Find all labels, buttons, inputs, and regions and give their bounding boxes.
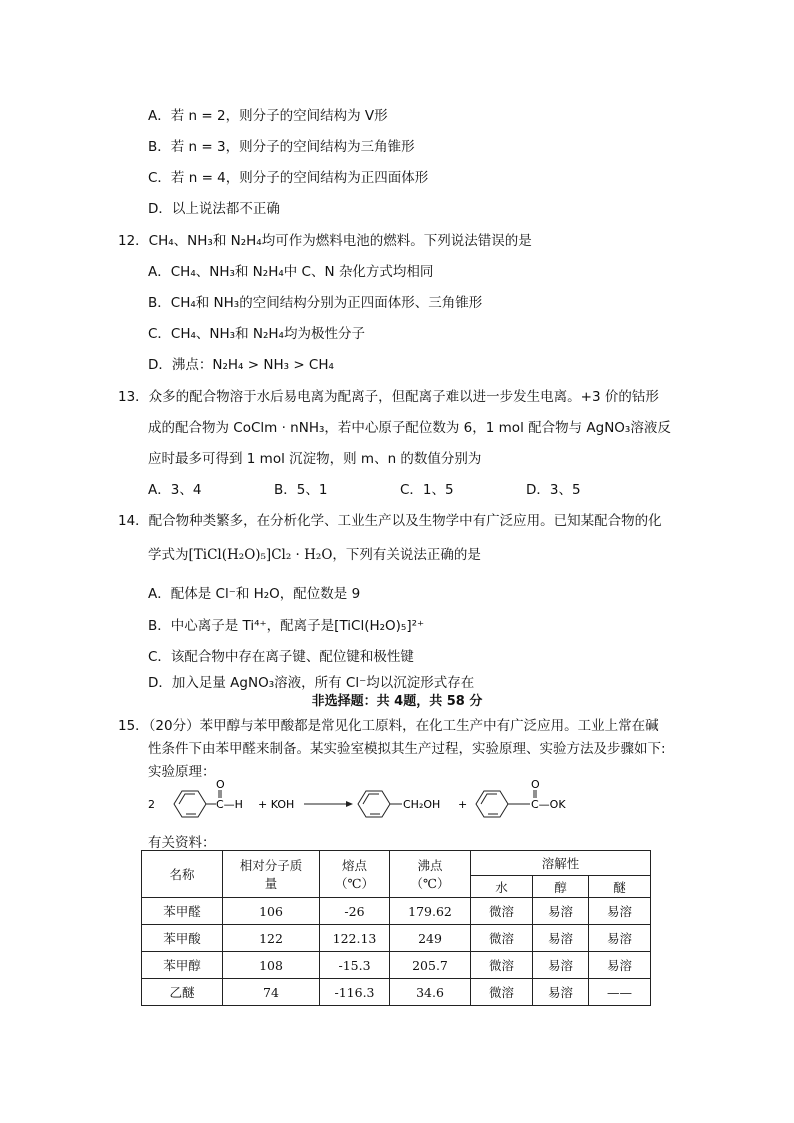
cell-mp: -26 xyxy=(320,898,390,925)
benzene-ring-icon xyxy=(174,791,206,817)
cell-name: 苯甲醛 xyxy=(142,898,223,925)
cell-water: 微溶 xyxy=(471,898,533,925)
q14-stem-prefix: 学式为 xyxy=(148,547,189,563)
header-mass: 相对分子质 量 xyxy=(223,851,320,898)
cell-name: 苯甲酸 xyxy=(142,925,223,952)
cell-alcohol: 易溶 xyxy=(533,898,589,925)
q14-stem-line2 xyxy=(148,543,481,563)
reaction-arrow-icon xyxy=(304,801,353,807)
properties-table xyxy=(141,850,651,1006)
q12-option-d: D．沸点：N₂H₄ > NH₃ > CH₄ xyxy=(148,357,334,373)
reagent-koh: + KOH xyxy=(258,798,295,811)
cell-name: 乙醚 xyxy=(142,979,223,1006)
product-alcohol-group: CH₂OH xyxy=(403,798,441,811)
cell-mp: 122.13 xyxy=(320,925,390,952)
q14-stem-line1: 14．配合物种类繁多，在分析化学、工业生产以及生物学中有广泛应用。已知某配合物的化 xyxy=(118,513,662,529)
cell-alcohol: 易溶 xyxy=(533,979,589,1006)
table-row xyxy=(142,952,651,979)
q13-option-c: C．1、5 xyxy=(400,482,454,498)
benzene-ring-icon xyxy=(476,791,508,817)
cell-ether: 易溶 xyxy=(589,898,651,925)
carboxylate-oxygen: O xyxy=(531,780,540,791)
reaction-equation xyxy=(146,780,606,830)
q12-option-a: A．CH₄、NH₃和 N₂H₄中 C、N 杂化方式均相同 xyxy=(148,264,434,280)
q14-option-c: C．该配合物中存在离子键、配位键和极性键 xyxy=(148,649,414,665)
header-ether: 醚 xyxy=(589,876,651,898)
q15-stem-line2: 性条件下由苯甲醛来制备。某实验室模拟其生产过程，实验原理、实验方法及步骤如下: xyxy=(148,741,666,757)
cell-water: 微溶 xyxy=(471,952,533,979)
cell-water: 微溶 xyxy=(471,925,533,952)
data-label: 有关资料： xyxy=(148,835,216,851)
header-solubility: 溶解性 xyxy=(471,851,651,876)
q14-option-a: A．配体是 Cl⁻和 H₂O，配位数是 9 xyxy=(148,586,361,602)
q14-stem-suffix: ，下列有关说法正确的是 xyxy=(332,547,481,563)
cell-ether: —— xyxy=(589,979,651,1006)
cell-alcohol: 易溶 xyxy=(533,925,589,952)
q13-stem-line3: 应时最多可得到 1 mol 沉淀物，则 m、n 的数值分别为 xyxy=(148,451,482,467)
q13-option-a: A．3、4 xyxy=(148,482,202,498)
q11-option-c: C．若 n = 4，则分子的空间结构为正四面体形 xyxy=(148,170,429,186)
q11-option-d: D．以上说法都不正确 xyxy=(148,201,280,217)
section-heading: 非选择题：共 4题，共 58 分 xyxy=(311,694,483,709)
header-alcohol: 醇 xyxy=(533,876,589,898)
q12-option-b: B．CH₄和 NH₃的空间结构分别为正四面体形、三角锥形 xyxy=(148,295,483,311)
cell-water: 微溶 xyxy=(471,979,533,1006)
cell-mp: -116.3 xyxy=(320,979,390,1006)
q13-option-b: B．5、1 xyxy=(274,482,328,498)
q11-option-b: B．若 n = 3，则分子的空间结构为三角锥形 xyxy=(148,139,415,155)
reaction-plus: + xyxy=(458,798,468,811)
q12-option-c: C．CH₄、NH₃和 N₂H₄均为极性分子 xyxy=(148,326,365,342)
aldehyde-group: C—H xyxy=(216,798,243,811)
q15-principle-label: 实验原理： xyxy=(148,764,216,780)
header-melting-point: 熔点 （℃） xyxy=(320,851,390,898)
cell-mp: -15.3 xyxy=(320,952,390,979)
table-row xyxy=(142,979,651,1006)
q13-option-d: D．3、5 xyxy=(526,482,581,498)
cell-ether: 易溶 xyxy=(589,952,651,979)
cell-bp: 34.6 xyxy=(390,979,471,1006)
product-carboxylate-group: C—OK xyxy=(531,798,566,811)
cell-bp: 249 xyxy=(390,925,471,952)
cell-alcohol: 易溶 xyxy=(533,952,589,979)
table-row xyxy=(142,925,651,952)
cell-ether: 易溶 xyxy=(589,925,651,952)
q14-option-b: B．中心离子是 Ti⁴⁺，配离子是[TiCl(H₂O)₅]²⁺ xyxy=(148,618,425,634)
header-name: 名称 xyxy=(142,851,223,898)
cell-name: 苯甲醇 xyxy=(142,952,223,979)
q14-option-d: D．加入足量 AgNO₃溶液，所有 Cl⁻均以沉淀形式存在 xyxy=(148,675,475,691)
header-water: 水 xyxy=(471,876,533,898)
header-boiling-point: 沸点 （℃） xyxy=(390,851,471,898)
cell-mass: 108 xyxy=(223,952,320,979)
cell-mass: 74 xyxy=(223,979,320,1006)
q12-stem: 12．CH₄、NH₃和 N₂H₄均可作为燃料电池的燃料。下列说法错误的是 xyxy=(118,233,532,249)
q13-stem-line1: 13．众多的配合物溶于水后易电离为配离子，但配离子难以进一步发生电离。+3 价的钴形 xyxy=(118,389,659,405)
cell-mass: 122 xyxy=(223,925,320,952)
aldehyde-oxygen: O xyxy=(216,780,225,791)
cell-bp: 179.62 xyxy=(390,898,471,925)
cell-bp: 205.7 xyxy=(390,952,471,979)
q11-option-a: A．若 n = 2，则分子的空间结构为 V形 xyxy=(148,108,388,124)
cell-mass: 106 xyxy=(223,898,320,925)
table-row xyxy=(142,898,651,925)
q13-stem-line2: 成的配合物为 CoClm · nNH₃，若中心原子配位数为 6，1 mol 配合物与 AgNO₃溶液反 xyxy=(148,420,671,436)
benzene-ring-icon xyxy=(358,791,390,817)
q15-stem-line1: 15．（20分）苯甲醇与苯甲酸都是常见化工原料，在化工生产中有广泛应用。工业上常在碱 xyxy=(118,718,659,734)
q14-formula: [TiCl(H₂O)₅]Cl₂ · H₂O xyxy=(188,547,333,563)
reaction-coefficient: 2 xyxy=(148,798,155,811)
